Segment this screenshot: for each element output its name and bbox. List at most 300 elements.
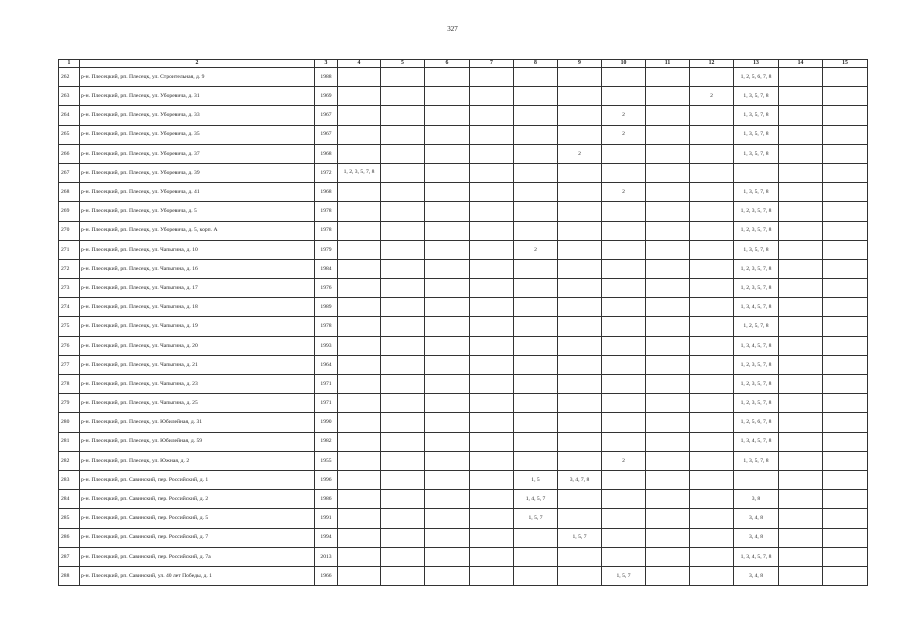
cell-col-10: 2	[602, 183, 646, 202]
table-row	[59, 240, 868, 259]
address-cell: р-н. Плесецкий, рп. Плесецк, ул. Юбилейная, д. 31	[80, 413, 315, 432]
cell-col-7	[470, 87, 514, 106]
column-header-2: 2	[80, 60, 315, 68]
address-cell: р-н. Плесецкий, рп. Плесецк, ул. Чапыгина, д. 20	[80, 336, 315, 355]
cell-col-10	[602, 547, 646, 566]
cell-col-14	[779, 470, 823, 489]
cell-col-13: 1, 3, 5, 7, 8	[734, 183, 779, 202]
cell-col-15	[823, 125, 868, 144]
row-number-cell: 263	[59, 87, 80, 106]
cell-col-10	[602, 163, 646, 182]
cell-col-15	[823, 144, 868, 163]
cell-col-13: 1, 3, 5, 7, 8	[734, 87, 779, 106]
address-cell: р-н. Плесецкий, рп. Плесецк, ул. Чапыгина, д. 17	[80, 279, 315, 298]
cell-col-6	[425, 490, 470, 509]
cell-col-15	[823, 509, 868, 528]
cell-col-13: 1, 2, 5, 6, 7, 8	[734, 413, 779, 432]
cell-col-4	[338, 490, 381, 509]
cell-col-6	[425, 509, 470, 528]
table-row	[59, 566, 868, 585]
cell-col-14	[779, 432, 823, 451]
cell-col-4	[338, 528, 381, 547]
year-cell: 1967	[315, 106, 338, 125]
row-number-cell: 288	[59, 566, 80, 585]
cell-col-8	[514, 432, 558, 451]
cell-col-12	[690, 279, 734, 298]
cell-col-9: 1, 5, 7	[558, 528, 602, 547]
table-row	[59, 106, 868, 125]
cell-col-7	[470, 144, 514, 163]
cell-col-10: 2	[602, 106, 646, 125]
cell-col-15	[823, 528, 868, 547]
year-cell: 1966	[315, 566, 338, 585]
row-number-cell: 269	[59, 202, 80, 221]
cell-col-9	[558, 298, 602, 317]
cell-col-8	[514, 547, 558, 566]
cell-col-14	[779, 317, 823, 336]
cell-col-14	[779, 547, 823, 566]
cell-col-6	[425, 470, 470, 489]
row-number-cell: 267	[59, 163, 80, 182]
cell-col-10: 2	[602, 125, 646, 144]
cell-col-7	[470, 125, 514, 144]
cell-col-13: 1, 2, 3, 5, 7, 8	[734, 259, 779, 278]
table-row	[59, 355, 868, 374]
address-cell: р-н. Плесецкий, рп. Савинский, пер. Российский, д. 2	[80, 490, 315, 509]
cell-col-9	[558, 451, 602, 470]
cell-col-11	[646, 240, 690, 259]
cell-col-11	[646, 355, 690, 374]
cell-col-8	[514, 144, 558, 163]
cell-col-9	[558, 394, 602, 413]
cell-col-14	[779, 566, 823, 585]
cell-col-15	[823, 87, 868, 106]
cell-col-9	[558, 547, 602, 566]
cell-col-8	[514, 413, 558, 432]
cell-col-15	[823, 547, 868, 566]
table-row	[59, 451, 868, 470]
row-number-cell: 268	[59, 183, 80, 202]
cell-col-12	[690, 240, 734, 259]
cell-col-5	[381, 279, 425, 298]
cell-col-11	[646, 279, 690, 298]
cell-col-8	[514, 68, 558, 87]
cell-col-5	[381, 144, 425, 163]
cell-col-9	[558, 336, 602, 355]
row-number-cell: 278	[59, 375, 80, 394]
cell-col-8	[514, 394, 558, 413]
table-row	[59, 413, 868, 432]
row-number-cell: 275	[59, 317, 80, 336]
cell-col-12	[690, 394, 734, 413]
cell-col-8	[514, 566, 558, 585]
cell-col-10: 2	[602, 451, 646, 470]
cell-col-4	[338, 106, 381, 125]
cell-col-5	[381, 317, 425, 336]
cell-col-11	[646, 202, 690, 221]
cell-col-10	[602, 394, 646, 413]
cell-col-5	[381, 106, 425, 125]
cell-col-9	[558, 375, 602, 394]
column-header-3: 3	[315, 60, 338, 68]
table-row	[59, 279, 868, 298]
header-row	[59, 60, 868, 68]
year-cell: 1986	[315, 490, 338, 509]
year-cell: 1978	[315, 317, 338, 336]
cell-col-5	[381, 528, 425, 547]
cell-col-6	[425, 202, 470, 221]
year-cell: 1972	[315, 163, 338, 182]
cell-col-13: 1, 2, 3, 5, 7, 8	[734, 355, 779, 374]
cell-col-10	[602, 336, 646, 355]
cell-col-11	[646, 470, 690, 489]
cell-col-12	[690, 221, 734, 240]
cell-col-9: 2	[558, 144, 602, 163]
row-number-cell: 262	[59, 68, 80, 87]
cell-col-11	[646, 451, 690, 470]
cell-col-14	[779, 183, 823, 202]
cell-col-11	[646, 68, 690, 87]
cell-col-15	[823, 317, 868, 336]
cell-col-13: 1, 2, 5, 6, 7, 8	[734, 68, 779, 87]
cell-col-6	[425, 87, 470, 106]
cell-col-6	[425, 279, 470, 298]
cell-col-10	[602, 87, 646, 106]
row-number-cell: 271	[59, 240, 80, 259]
cell-col-4	[338, 509, 381, 528]
cell-col-8	[514, 279, 558, 298]
cell-col-6	[425, 259, 470, 278]
address-cell: р-н. Плесецкий, рп. Плесецк, ул. Чапыгина, д. 10	[80, 240, 315, 259]
cell-col-4	[338, 394, 381, 413]
year-cell: 1978	[315, 221, 338, 240]
cell-col-8	[514, 298, 558, 317]
column-header-12: 12	[690, 60, 734, 68]
cell-col-14	[779, 375, 823, 394]
cell-col-14	[779, 509, 823, 528]
row-number-cell: 287	[59, 547, 80, 566]
register-table	[58, 59, 868, 586]
cell-col-12	[690, 163, 734, 182]
cell-col-4	[338, 68, 381, 87]
table-row	[59, 470, 868, 489]
cell-col-11	[646, 259, 690, 278]
cell-col-12	[690, 432, 734, 451]
address-cell: р-н. Плесецкий, рп. Плесецк, ул. Чапыгина, д. 21	[80, 355, 315, 374]
cell-col-4	[338, 432, 381, 451]
cell-col-7	[470, 240, 514, 259]
cell-col-14	[779, 394, 823, 413]
cell-col-10	[602, 470, 646, 489]
table-row	[59, 163, 868, 182]
cell-col-11	[646, 432, 690, 451]
cell-col-5	[381, 451, 425, 470]
row-number-cell: 286	[59, 528, 80, 547]
cell-col-15	[823, 279, 868, 298]
cell-col-6	[425, 547, 470, 566]
year-cell: 1976	[315, 279, 338, 298]
cell-col-6	[425, 298, 470, 317]
cell-col-15	[823, 566, 868, 585]
cell-col-7	[470, 375, 514, 394]
table-row	[59, 221, 868, 240]
cell-col-5	[381, 202, 425, 221]
cell-col-5	[381, 163, 425, 182]
cell-col-15	[823, 375, 868, 394]
cell-col-15	[823, 470, 868, 489]
cell-col-11	[646, 375, 690, 394]
cell-col-15	[823, 240, 868, 259]
cell-col-4	[338, 566, 381, 585]
cell-col-10	[602, 355, 646, 374]
cell-col-5	[381, 375, 425, 394]
cell-col-13: 1, 3, 5, 7, 8	[734, 125, 779, 144]
cell-col-4	[338, 336, 381, 355]
cell-col-5	[381, 547, 425, 566]
cell-col-7	[470, 163, 514, 182]
cell-col-4: 1, 2, 3, 5, 7, 8	[338, 163, 381, 182]
cell-col-15	[823, 432, 868, 451]
cell-col-14	[779, 451, 823, 470]
cell-col-13	[734, 163, 779, 182]
row-number-cell: 273	[59, 279, 80, 298]
cell-col-5	[381, 470, 425, 489]
row-number-cell: 265	[59, 125, 80, 144]
cell-col-8	[514, 451, 558, 470]
cell-col-15	[823, 183, 868, 202]
cell-col-11	[646, 528, 690, 547]
cell-col-9	[558, 87, 602, 106]
year-cell: 1984	[315, 259, 338, 278]
cell-col-13: 3, 8	[734, 490, 779, 509]
column-header-15: 15	[823, 60, 868, 68]
table-row	[59, 298, 868, 317]
cell-col-8: 1, 4, 5, 7	[514, 490, 558, 509]
cell-col-10	[602, 375, 646, 394]
table-row	[59, 144, 868, 163]
address-cell: р-н. Плесецкий, рп. Плесецк, ул. Юбилейная, д. 59	[80, 432, 315, 451]
cell-col-5	[381, 87, 425, 106]
cell-col-15	[823, 490, 868, 509]
cell-col-15	[823, 221, 868, 240]
cell-col-9	[558, 163, 602, 182]
address-cell: р-н. Плесецкий, рп. Плесецк, ул. Уборевича, д. 31	[80, 87, 315, 106]
cell-col-14	[779, 528, 823, 547]
cell-col-4	[338, 144, 381, 163]
cell-col-4	[338, 183, 381, 202]
cell-col-14	[779, 202, 823, 221]
cell-col-12	[690, 183, 734, 202]
address-cell: р-н. Плесецкий, рп. Плесецк, ул. Чапыгина, д. 19	[80, 317, 315, 336]
cell-col-7	[470, 432, 514, 451]
cell-col-14	[779, 68, 823, 87]
cell-col-4	[338, 279, 381, 298]
cell-col-7	[470, 279, 514, 298]
cell-col-7	[470, 470, 514, 489]
cell-col-7	[470, 259, 514, 278]
cell-col-14	[779, 125, 823, 144]
row-number-cell: 274	[59, 298, 80, 317]
cell-col-15	[823, 413, 868, 432]
table-row	[59, 528, 868, 547]
cell-col-14	[779, 240, 823, 259]
cell-col-4	[338, 547, 381, 566]
cell-col-15	[823, 106, 868, 125]
cell-col-6	[425, 394, 470, 413]
address-cell: р-н. Плесецкий, рп. Плесецк, ул. Уборевича, д. 5	[80, 202, 315, 221]
cell-col-13: 1, 2, 3, 5, 7, 8	[734, 221, 779, 240]
row-number-cell: 276	[59, 336, 80, 355]
cell-col-11	[646, 336, 690, 355]
cell-col-9	[558, 221, 602, 240]
cell-col-11	[646, 163, 690, 182]
address-cell: р-н. Плесецкий, рп. Савинский, пер. Российский, д. 5	[80, 509, 315, 528]
column-header-13: 13	[734, 60, 779, 68]
table-row	[59, 509, 868, 528]
cell-col-8	[514, 221, 558, 240]
cell-col-4	[338, 298, 381, 317]
cell-col-6	[425, 336, 470, 355]
cell-col-14	[779, 336, 823, 355]
cell-col-5	[381, 355, 425, 374]
column-header-14: 14	[779, 60, 823, 68]
cell-col-14	[779, 490, 823, 509]
cell-col-4	[338, 355, 381, 374]
cell-col-7	[470, 509, 514, 528]
cell-col-11	[646, 87, 690, 106]
cell-col-5	[381, 240, 425, 259]
cell-col-7	[470, 202, 514, 221]
cell-col-11	[646, 298, 690, 317]
cell-col-11	[646, 144, 690, 163]
cell-col-9	[558, 183, 602, 202]
cell-col-15	[823, 298, 868, 317]
year-cell: 1978	[315, 202, 338, 221]
cell-col-8	[514, 317, 558, 336]
row-number-cell: 266	[59, 144, 80, 163]
year-cell: 1982	[315, 432, 338, 451]
cell-col-10	[602, 240, 646, 259]
cell-col-13: 3, 4, 8	[734, 528, 779, 547]
year-cell: 1988	[315, 68, 338, 87]
cell-col-10	[602, 509, 646, 528]
table-row	[59, 183, 868, 202]
cell-col-8	[514, 106, 558, 125]
cell-col-7	[470, 566, 514, 585]
cell-col-9	[558, 355, 602, 374]
cell-col-9	[558, 240, 602, 259]
cell-col-11	[646, 413, 690, 432]
cell-col-10	[602, 413, 646, 432]
cell-col-14	[779, 355, 823, 374]
table-row	[59, 125, 868, 144]
cell-col-9	[558, 509, 602, 528]
cell-col-9	[558, 125, 602, 144]
cell-col-13: 1, 3, 5, 7, 8	[734, 106, 779, 125]
column-header-7: 7	[470, 60, 514, 68]
cell-col-4	[338, 413, 381, 432]
row-number-cell: 283	[59, 470, 80, 489]
address-cell: р-н. Плесецкий, рп. Плесецк, ул. Строительная, д. 9	[80, 68, 315, 87]
row-number-cell: 280	[59, 413, 80, 432]
cell-col-6	[425, 566, 470, 585]
cell-col-11	[646, 106, 690, 125]
cell-col-12	[690, 68, 734, 87]
table-row	[59, 375, 868, 394]
cell-col-5	[381, 566, 425, 585]
cell-col-7	[470, 547, 514, 566]
year-cell: 1990	[315, 413, 338, 432]
cell-col-13: 1, 2, 3, 5, 7, 8	[734, 279, 779, 298]
cell-col-14	[779, 413, 823, 432]
cell-col-7	[470, 317, 514, 336]
cell-col-11	[646, 221, 690, 240]
cell-col-6	[425, 355, 470, 374]
cell-col-5	[381, 259, 425, 278]
cell-col-10	[602, 68, 646, 87]
cell-col-4	[338, 451, 381, 470]
cell-col-9	[558, 432, 602, 451]
cell-col-5	[381, 432, 425, 451]
year-cell: 1968	[315, 183, 338, 202]
cell-col-6	[425, 68, 470, 87]
address-cell: р-н. Плесецкий, рп. Савинский, ул. 40 лет Победы, д. 1	[80, 566, 315, 585]
cell-col-10	[602, 144, 646, 163]
cell-col-12	[690, 566, 734, 585]
cell-col-14	[779, 221, 823, 240]
cell-col-13: 1, 2, 3, 5, 7, 8	[734, 394, 779, 413]
row-number-cell: 272	[59, 259, 80, 278]
cell-col-4	[338, 125, 381, 144]
cell-col-11	[646, 183, 690, 202]
cell-col-7	[470, 451, 514, 470]
cell-col-13: 1, 2, 3, 5, 7, 8	[734, 375, 779, 394]
cell-col-9	[558, 413, 602, 432]
cell-col-12	[690, 106, 734, 125]
cell-col-5	[381, 183, 425, 202]
cell-col-12	[690, 375, 734, 394]
year-cell: 1991	[315, 509, 338, 528]
column-header-1: 1	[59, 60, 80, 68]
cell-col-11	[646, 394, 690, 413]
cell-col-7	[470, 221, 514, 240]
column-header-6: 6	[425, 60, 470, 68]
cell-col-10	[602, 317, 646, 336]
address-cell: р-н. Плесецкий, рп. Плесецк, ул. Уборевича, д. 35	[80, 125, 315, 144]
year-cell: 1989	[315, 298, 338, 317]
address-cell: р-н. Плесецкий, рп. Плесецк, ул. Чапыгина, д. 25	[80, 394, 315, 413]
cell-col-10	[602, 202, 646, 221]
cell-col-5	[381, 413, 425, 432]
year-cell: 1955	[315, 451, 338, 470]
cell-col-15	[823, 163, 868, 182]
cell-col-8	[514, 87, 558, 106]
cell-col-8	[514, 259, 558, 278]
table-row	[59, 394, 868, 413]
cell-col-7	[470, 394, 514, 413]
table-row	[59, 202, 868, 221]
cell-col-13: 1, 3, 4, 5, 7, 8	[734, 547, 779, 566]
cell-col-6	[425, 451, 470, 470]
cell-col-12	[690, 355, 734, 374]
cell-col-11	[646, 566, 690, 585]
cell-col-5	[381, 68, 425, 87]
column-header-8: 8	[514, 60, 558, 68]
cell-col-11	[646, 509, 690, 528]
cell-col-6	[425, 432, 470, 451]
cell-col-8	[514, 183, 558, 202]
table-row	[59, 336, 868, 355]
